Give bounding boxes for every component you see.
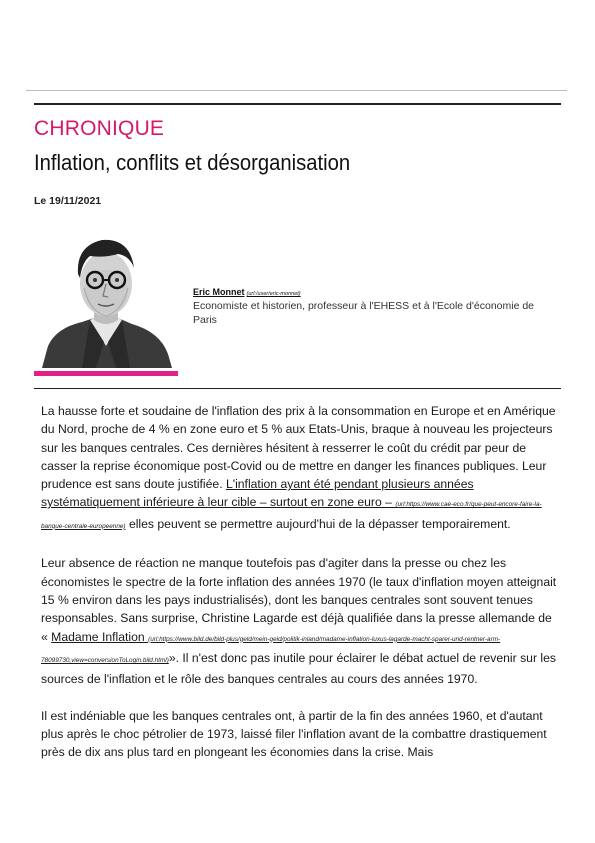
paragraph-2-text: Leur absence de réaction ne manque toutefois pas d'agiter dans la presse ou chez les économistes le spectre de la forte inflation des années 1970 (le taux d'inflation moyen atteignait 15 % environ dans les pays industrialisés), dont les banques centrales sont souvent tenues responsables. Sans surprise, Christine Lagarde est déjà qualifiée dans la presse allemande de « [41, 556, 557, 644]
content-divider [34, 388, 561, 389]
author-link[interactable] [193, 287, 301, 297]
madame-inflation-link[interactable]: Madame Inflation [51, 629, 149, 644]
section-label[interactable]: CHRONIQUE [34, 117, 165, 140]
paragraph-2-end: ». Il n'est donc pas inutile pour éclairer le débat actuel de revenir sur les sources de l'inflation et le rôle des banques centrales au cours des années 1970. [41, 650, 556, 687]
author-bio: Economiste et historien, professeur à l'EHESS et à l'Ecole d'économie de Paris [193, 300, 535, 326]
paragraph-1-text: La hausse forte et soudaine de l'inflation des prix à la consommation en Europe et en Amérique du Nord, proche de 4 % en zone euro et 5 % aux Etats-Unis, braque à nouveau les projecteurs sur les banques centrales. Ces dernières hésitent à resserrer le coût du crédit par peur de casser la reprise économique post-Covid ou de mettre en danger les finances publiques. Leur prudence est sans doute justifiée. [41, 404, 556, 492]
article-body [41, 402, 557, 780]
article-title: Inflation, conflits et désorganisation [34, 150, 351, 175]
paragraph-1 [41, 402, 557, 536]
paragraph-2 [41, 554, 557, 688]
inflation-target-link[interactable]: L'inflation ayant été pendant plusieurs années systématiquement inférieure à leur cible – surtout en zone euro – [41, 477, 474, 510]
author-portrait [34, 228, 178, 368]
author-name[interactable]: Eric Monnet [193, 287, 245, 297]
paragraph-3: Il est indéniable que les banques centrales ont, à partir de la fin des années 1960, et d'autant plus après le choc pétrolier de 1973, laissé filer l'inflation avant de la combattre drastiquement près de dix ans plus tard en plongeant les économies dans la crise. Mais [41, 708, 547, 760]
paragraph-1-end: elles peuvent se permettre aujourd'hui de la dépasser temporairement. [125, 516, 511, 531]
publication-date: Le 19/11/2021 [34, 195, 102, 207]
author-url[interactable]: (url:/user/eric-monnet) [246, 291, 301, 297]
madame-inflation-url[interactable]: (url:https://www.bild.de/bild-plus/geld/mein-geld/politik-inland/madame-inflation-luxus-lagarde-macht-sparer-und-rentner-arm-78099730,view=conversionToLogin.bild.html) [41, 635, 501, 664]
top-divider [26, 90, 567, 91]
inflation-target-url[interactable]: (url:https://www.cae-eco.fr/que-peut-encore-faire-la-banque-centrale-europeenne) [41, 501, 542, 530]
portrait-accent-bar [34, 371, 178, 376]
header-rule [34, 103, 561, 105]
